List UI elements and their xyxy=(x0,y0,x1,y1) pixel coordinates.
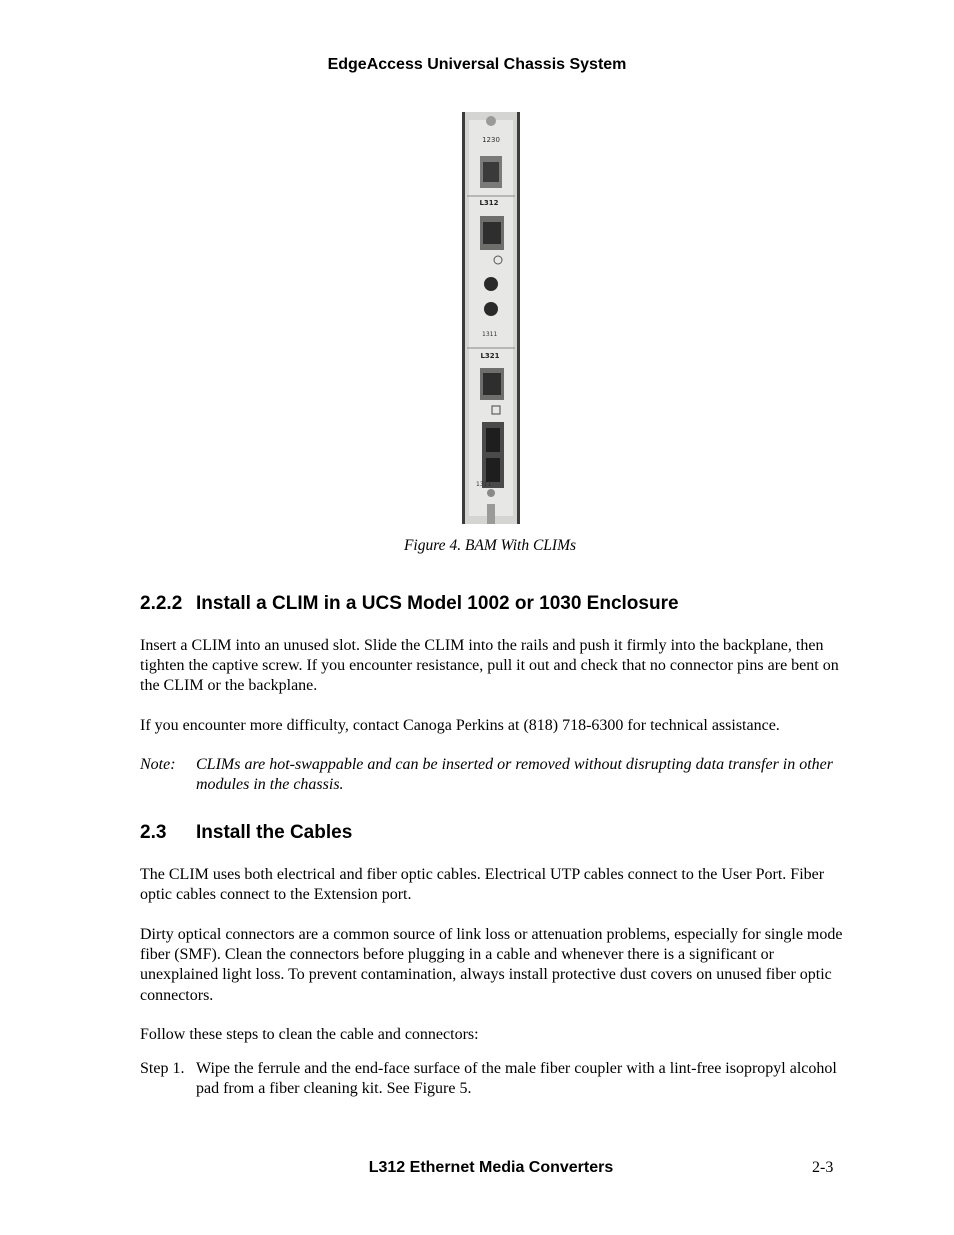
figure-caption: Figure 4. BAM With CLIMs xyxy=(403,537,577,554)
section-title: Install a CLIM in a UCS Model 1002 or 1030 Enclosure xyxy=(196,593,679,614)
section-number: 2.2.2 xyxy=(140,593,183,614)
footer-title: L312 Ethernet Media Converters xyxy=(368,1159,614,1176)
section-heading-2-3 xyxy=(140,822,352,844)
note-label: Note: xyxy=(140,756,176,773)
section-heading-2-2-2 xyxy=(140,593,679,615)
paragraph-insert-clim: Insert a CLIM into an unused slot. Slide the CLIM into the rails and push it firmly into the backplane, then tighten the captive screw. If you encounter resistance, pull it out and check that no connector pins are bent on the CLIM or the backplane. xyxy=(140,637,839,695)
section-title: Install the Cables xyxy=(196,822,353,843)
step-text: Wipe the ferrule and the end-face surface of the male fiber coupler with a lint-free isopropyl alcohol pad from a fiber cleaning kit. See Figure 5. xyxy=(196,1060,837,1098)
paragraph-contact: If you encounter more difficulty, contact Canoga Perkins at (818) 718-6300 for technical assistance. xyxy=(140,717,780,734)
module-label-l312: L312 xyxy=(479,199,499,207)
paragraph-dirty-connectors: Dirty optical connectors are a common source of link loss or attenuation problems, especially for single mode fiber (SMF). Clean the connectors before plugging in a cable and whenever there is a significant or unexplained light loss. To prevent contamination, always install protective dust covers on unused fiber optic connectors. xyxy=(140,926,843,1004)
step-label: Step 1. xyxy=(140,1060,185,1077)
module-label-1230: 1230 xyxy=(482,136,500,144)
page-header: EdgeAccess Universal Chassis System xyxy=(327,56,627,73)
bam-with-clims-photo xyxy=(462,112,520,524)
module-label-1311-b: 1311 xyxy=(476,481,492,488)
module-label-l321: L321 xyxy=(480,352,500,360)
page-number: 2-3 xyxy=(812,1159,834,1176)
paragraph-cables: The CLIM uses both electrical and fiber optic cables. Electrical UTP cables connect to the User Port. Fiber optic cables connect to the Extension port. xyxy=(140,866,825,904)
section-number: 2.3 xyxy=(140,822,167,843)
module-label-1311-a: 1311 xyxy=(482,331,498,338)
note-text: CLIMs are hot-swappable and can be inserted or removed without disrupting data transfer in other modules in the chassis. xyxy=(196,756,834,794)
paragraph-follow-steps: Follow these steps to clean the cable and connectors: xyxy=(140,1026,479,1043)
